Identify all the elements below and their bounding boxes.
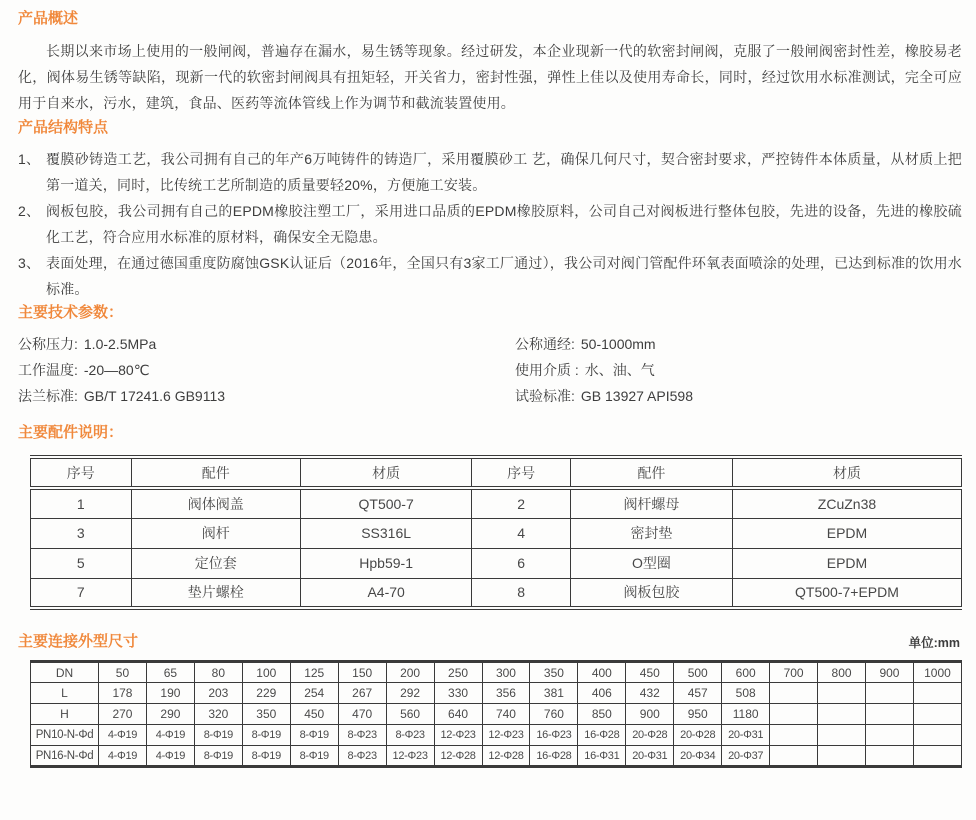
table-cell: 阀板包胶: [570, 578, 732, 608]
dimension-cell: 406: [578, 683, 626, 704]
feature-text: 覆膜砂铸造工艺，我公司拥有自己的年产6万吨铸件的铸造厂，采用覆膜砂工 艺，确保几何尺寸，契合密封要求，严控铸件本体质量，从材质上把第一道关，同时，比传统工艺所制造的质量要轻20%，方便施工安装。: [46, 151, 962, 193]
features-list: [18, 146, 962, 302]
table-row: [31, 578, 962, 608]
parts-table: [30, 455, 962, 610]
table-row: [31, 488, 962, 518]
dimension-cell: 20-Φ31: [722, 725, 770, 746]
dimension-row-label: L: [31, 683, 99, 704]
table-cell: ZCuZn38: [732, 488, 961, 518]
dimension-cell: [866, 746, 914, 767]
dimension-cell: [913, 704, 961, 725]
dimension-cell: 600: [722, 662, 770, 683]
dimensions-table-body: [31, 662, 962, 767]
dimension-row-label: PN10-N-Φd: [31, 725, 99, 746]
dimension-cell: 450: [290, 704, 338, 725]
dimension-cell: 700: [770, 662, 818, 683]
dimension-cell: 8-Φ23: [338, 725, 386, 746]
parameter-item: [18, 383, 515, 409]
dimension-cell: [913, 725, 961, 746]
table-cell: 2: [472, 488, 571, 518]
parameter-item: [515, 383, 962, 409]
dimension-cell: [866, 704, 914, 725]
dimension-cell: 200: [386, 662, 434, 683]
dimension-cell: 270: [99, 704, 147, 725]
dimension-cell: 16-Φ31: [578, 746, 626, 767]
dimension-cell: [866, 725, 914, 746]
dimension-cell: 560: [386, 704, 434, 725]
dimension-row-label: H: [31, 704, 99, 725]
dimension-cell: 150: [338, 662, 386, 683]
table-cell: EPDM: [732, 548, 961, 578]
dimension-cell: [770, 683, 818, 704]
dimension-cell: [818, 725, 866, 746]
dimension-cell: 80: [194, 662, 242, 683]
table-row: [31, 548, 962, 578]
parameter-label: 公称压力:: [18, 336, 78, 352]
dimension-cell: 20-Φ34: [674, 746, 722, 767]
dimension-cell: 320: [194, 704, 242, 725]
dimension-cell: 20-Φ28: [626, 725, 674, 746]
column-header: 序号: [472, 457, 571, 488]
dimension-cell: [866, 683, 914, 704]
table-cell: 7: [31, 578, 132, 608]
dimension-cell: 12-Φ28: [482, 746, 530, 767]
dimension-row: [31, 683, 962, 704]
feature-text: 表面处理，在通过德国重度防腐蚀GSK认证后（2016年，全国只有3家工厂通过），我公司对阀门管配件环氧表面喷涂的处理，已达到标准的饮用水标准。: [46, 255, 962, 297]
dimension-cell: 292: [386, 683, 434, 704]
dimension-cell: 20-Φ31: [626, 746, 674, 767]
dimension-cell: 125: [290, 662, 338, 683]
column-header: 材质: [300, 457, 471, 488]
section-title-parameters: 主要技术参数：: [18, 304, 124, 321]
dimension-cell: 457: [674, 683, 722, 704]
dimension-cell: 350: [242, 704, 290, 725]
dimension-cell: 8-Φ19: [290, 746, 338, 767]
dimension-cell: [913, 746, 961, 767]
dimension-cell: [770, 725, 818, 746]
unit-label: 单位:mm: [908, 636, 960, 650]
overview-paragraph: 长期以来市场上使用的一般闸阀，普遍存在漏水，易生锈等现象。经过研发，本企业现新一代的软密封闸阀，克服了一般闸阀密封性差，橡胶易老化，阀体易生锈等缺陷，现新一代的软密封闸阀具有扭矩轻，开关省力，密封性强，弹性上佳以及使用寿命长，同时，经过饮用水标准测试，完全可应用于自来水，污水，建筑，食品、医药等流体管线上作为调节和截流装置使用。: [18, 43, 962, 111]
dimension-cell: 450: [626, 662, 674, 683]
table-cell: 4: [472, 518, 571, 548]
dimension-cell: 12-Φ23: [434, 725, 482, 746]
dimension-cell: 356: [482, 683, 530, 704]
section-title-overview: 产品概述: [18, 10, 79, 27]
parameter-value: 50-1000mm: [580, 336, 656, 352]
dimension-cell: 178: [99, 683, 147, 704]
parameter-value: 1.0-2.5MPa: [83, 336, 157, 352]
dimension-cell: 8-Φ19: [242, 746, 290, 767]
dimension-cell: 850: [578, 704, 626, 725]
dimension-cell: 190: [146, 683, 194, 704]
dimension-row: [31, 662, 962, 683]
table-row: [31, 518, 962, 548]
feature-number: 2、: [18, 203, 41, 219]
table-cell: 阀杆螺母: [570, 488, 732, 518]
dimension-cell: 12-Φ28: [434, 746, 482, 767]
dimension-cell: 900: [626, 704, 674, 725]
feature-text: 阀板包胶，我公司拥有自己的EPDM橡胶注塑工厂，采用进口品质的EPDM橡胶原料，公司自己对阀板进行整体包胶，先进的设备，先进的橡胶硫化工艺，符合应用水标准的原材料，确保安全无隐患。: [46, 203, 962, 245]
dimension-row: [31, 725, 962, 746]
dimension-cell: 16-Φ28: [578, 725, 626, 746]
parameters-left-column: [18, 331, 515, 409]
dimension-cell: 900: [866, 662, 914, 683]
dimension-cell: 250: [434, 662, 482, 683]
dimension-row: [31, 746, 962, 767]
feature-item: [18, 146, 962, 198]
dimension-row: [31, 704, 962, 725]
dimension-cell: 300: [482, 662, 530, 683]
parameter-label: 试验标准:: [515, 388, 575, 404]
column-header: 材质: [732, 457, 961, 488]
dimension-cell: 8-Φ19: [194, 725, 242, 746]
dimension-cell: 8-Φ23: [338, 746, 386, 767]
dimension-cell: 290: [146, 704, 194, 725]
section-title-parts: 主要配件说明：: [18, 424, 124, 441]
parameters-right-column: [515, 331, 962, 409]
column-header: 配件: [570, 457, 732, 488]
table-cell: 3: [31, 518, 132, 548]
table-cell: 6: [472, 548, 571, 578]
dimension-cell: 330: [434, 683, 482, 704]
dimension-cell: 1180: [722, 704, 770, 725]
parameters-grid: [18, 331, 962, 409]
dimensions-heading-row: [18, 633, 962, 651]
dimension-cell: 1000: [913, 662, 961, 683]
parameter-value: 水、油、气: [584, 362, 655, 378]
dimension-cell: [770, 746, 818, 767]
dimension-cell: 267: [338, 683, 386, 704]
dimension-cell: 470: [338, 704, 386, 725]
dimension-cell: 12-Φ23: [386, 746, 434, 767]
parameter-value: -20—80℃: [83, 362, 150, 378]
dimension-cell: 800: [818, 662, 866, 683]
dimension-cell: [818, 746, 866, 767]
table-cell: 阀杆: [131, 518, 300, 548]
parameter-item: [515, 357, 962, 383]
dimension-cell: 4-Φ19: [99, 725, 147, 746]
table-cell: SS316L: [300, 518, 471, 548]
dimension-cell: 350: [530, 662, 578, 683]
dimension-cell: 8-Φ19: [194, 746, 242, 767]
dimension-cell: 203: [194, 683, 242, 704]
dimensions-table: [30, 660, 962, 768]
dimension-cell: 65: [146, 662, 194, 683]
dimension-cell: 8-Φ23: [386, 725, 434, 746]
table-cell: 8: [472, 578, 571, 608]
dimension-cell: [770, 704, 818, 725]
feature-item: [18, 198, 962, 250]
dimension-cell: [818, 704, 866, 725]
table-cell: 定位套: [131, 548, 300, 578]
dimension-cell: [818, 683, 866, 704]
dimension-cell: 4-Φ19: [146, 746, 194, 767]
dimension-cell: 400: [578, 662, 626, 683]
dimension-cell: 760: [530, 704, 578, 725]
table-cell: 5: [31, 548, 132, 578]
dimension-cell: [913, 683, 961, 704]
dimension-cell: 50: [99, 662, 147, 683]
dimension-cell: 950: [674, 704, 722, 725]
parameter-item: [18, 331, 515, 357]
dimension-cell: 8-Φ19: [242, 725, 290, 746]
table-cell: EPDM: [732, 518, 961, 548]
dimension-cell: 12-Φ23: [482, 725, 530, 746]
feature-item: [18, 250, 962, 302]
section-title-features: 产品结构特点: [18, 119, 109, 136]
table-cell: QT500-7: [300, 488, 471, 518]
parameter-value: GB 13927 API598: [580, 388, 693, 404]
parameter-label: 公称通经:: [515, 336, 575, 352]
parameter-item: [18, 357, 515, 383]
section-title-dimensions: 主要连接外型尺寸: [18, 633, 139, 650]
table-cell: QT500-7+EPDM: [732, 578, 961, 608]
dimension-cell: 4-Φ19: [146, 725, 194, 746]
dimension-cell: 640: [434, 704, 482, 725]
dimension-cell: 381: [530, 683, 578, 704]
column-header: 序号: [31, 457, 132, 488]
dimension-cell: 100: [242, 662, 290, 683]
dimension-cell: 254: [290, 683, 338, 704]
table-cell: 垫片螺栓: [131, 578, 300, 608]
dimension-cell: 16-Φ28: [530, 746, 578, 767]
table-header-row: [31, 457, 962, 488]
dimension-cell: 508: [722, 683, 770, 704]
dimension-cell: 20-Φ37: [722, 746, 770, 767]
dimension-cell: 432: [626, 683, 674, 704]
table-cell: O型圈: [570, 548, 732, 578]
dimension-cell: 4-Φ19: [99, 746, 147, 767]
table-cell: Hpb59-1: [300, 548, 471, 578]
parts-table-header: [31, 457, 962, 488]
dimension-cell: 740: [482, 704, 530, 725]
parts-table-body: [31, 488, 962, 608]
table-cell: A4-70: [300, 578, 471, 608]
parameter-value: GB/T 17241.6 GB9113: [83, 388, 226, 404]
dimension-cell: 229: [242, 683, 290, 704]
dimension-cell: 500: [674, 662, 722, 683]
table-cell: 密封垫: [570, 518, 732, 548]
parameter-label: 法兰标准:: [18, 388, 78, 404]
column-header: 配件: [131, 457, 300, 488]
parameter-label: 工作温度:: [18, 362, 78, 378]
table-cell: 阀体阀盖: [131, 488, 300, 518]
dimension-row-label: DN: [31, 662, 99, 683]
table-cell: 1: [31, 488, 132, 518]
dimension-cell: 16-Φ23: [530, 725, 578, 746]
dimension-row-label: PN16-N-Φd: [31, 746, 99, 767]
parameter-item: [515, 331, 962, 357]
dimension-cell: 8-Φ19: [290, 725, 338, 746]
dimension-cell: 20-Φ28: [674, 725, 722, 746]
parameter-label: 使用介质 :: [515, 362, 579, 378]
feature-number: 1、: [18, 151, 41, 167]
feature-number: 3、: [18, 255, 41, 271]
